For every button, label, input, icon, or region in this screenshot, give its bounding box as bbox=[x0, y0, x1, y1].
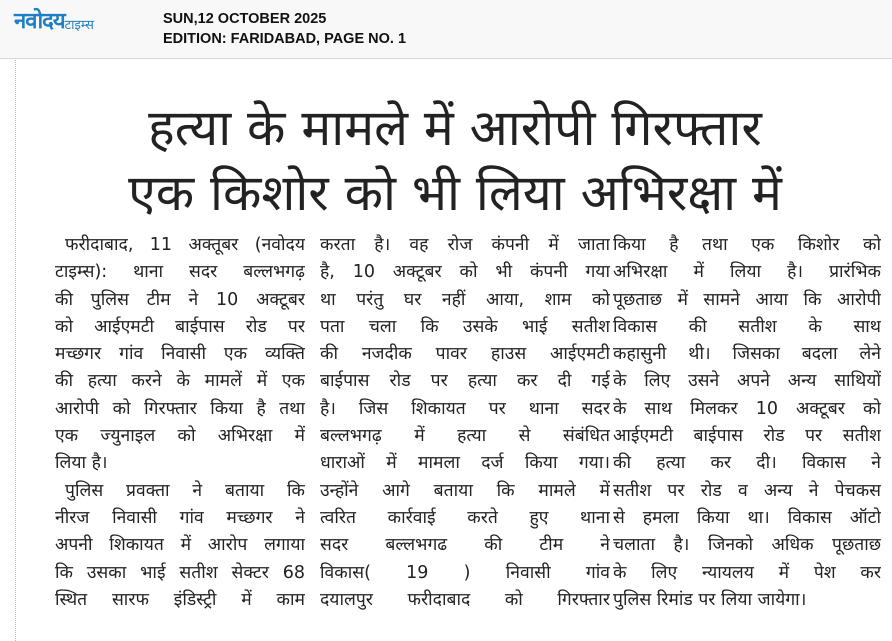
article-text-line: सदर बल्लभगढ की टीम ने bbox=[320, 535, 610, 556]
article-text-line: फरीदाबाद, 11 अक्तूबर (नवोदय bbox=[65, 235, 305, 255]
publication-date: SUN,12 OCTOBER 2025 bbox=[163, 11, 327, 27]
article-text-line: धाराओं में मामला दर्ज किया गया। bbox=[320, 453, 610, 474]
logo-main-text: नवोदय bbox=[14, 9, 65, 34]
article-text-line: की नजदीक पावर हाउस आईएमटी bbox=[320, 344, 610, 365]
headline-line-2: एक किशोर को भी लिया अभिरक्षा में bbox=[128, 164, 782, 222]
article-text-line: बल्लभगढ़ में हत्या से संबंधित bbox=[320, 426, 610, 447]
article-text-line: की पुलिस टीम ने 10 अक्टूबर bbox=[55, 289, 305, 310]
newspaper-logo bbox=[14, 11, 94, 33]
edition-page: EDITION: FARIDABAD, PAGE NO. 1 bbox=[163, 31, 407, 47]
article-text-line: से हमला किया था। विकास ऑटो bbox=[613, 507, 881, 528]
article-text-line: विकास( 19 ) निवासी गांव bbox=[320, 562, 610, 583]
article-text-line: अभिरक्षा में लिया है। प्रारंभिक bbox=[613, 262, 881, 283]
article-text-line: स्थित सारफ इंडिस्ट्री में काम bbox=[55, 589, 305, 610]
article-text-line: एक ज्युनाइल को अभिरक्षा में bbox=[55, 426, 305, 447]
article-column-1 bbox=[55, 232, 305, 614]
article-text-line: उन्होंने आगे बताया कि मामले में bbox=[320, 480, 610, 501]
article-column-2 bbox=[320, 232, 610, 614]
headline-line-1: हत्या के मामले में आरोपी गिरफ्तार bbox=[148, 99, 762, 157]
article-text-line: पुलिस प्रवक्ता ने बताया कि bbox=[65, 480, 305, 501]
article-text-line: विकास की सतीश के साथ bbox=[613, 316, 881, 337]
article-column-3 bbox=[613, 232, 881, 614]
article-text-line: दयालपुर फरीदाबाद को गिरफ्तार bbox=[320, 589, 610, 610]
article-text-line: करता है। वह रोज कंपनी में जाता bbox=[320, 235, 610, 255]
article-text-line: चलाता है। जिनको अधिक पूछताछ bbox=[613, 535, 881, 556]
clipping-edge-divider bbox=[15, 60, 16, 641]
article-text-line: बाईपास रोड पर हत्या कर दी गई bbox=[320, 371, 610, 392]
article-text-line: त्वरित कार्रवाई करते हुए थाना bbox=[320, 507, 610, 528]
article-text-line: अपनी शिकायत में आरोप लगाया bbox=[55, 535, 305, 556]
article-text-line: आरोपी को गिरफ्तार किया है तथा bbox=[55, 398, 305, 419]
article-text-line: पुलिस रिमांड पर लिया जायेगा। bbox=[613, 589, 807, 610]
article-text-line: नीरज निवासी गांव मच्छगर ने bbox=[55, 507, 305, 528]
article-text-line: है, 10 अक्टूबर को भी कंपनी गया bbox=[320, 262, 610, 283]
article-text-line: के लिए उसने अपने अन्य साथियों bbox=[613, 371, 881, 392]
masthead-bar bbox=[0, 0, 892, 59]
article-text-line: की हत्या करने के मामलें में एक bbox=[55, 371, 305, 392]
edition-info bbox=[163, 9, 406, 49]
article-text-line: के लिए न्यायलय में पेश कर bbox=[613, 562, 881, 583]
article-text-line: कि उसका भाई सतीश सेक्टर 68 bbox=[55, 562, 305, 583]
article-text-line: आईएमटी बाईपास रोड पर सतीश bbox=[613, 426, 881, 447]
article-text-line: पता चला कि उसके भाई सतीश bbox=[320, 316, 610, 337]
article-text-line: की हत्या कर दी। विकास ने bbox=[613, 453, 881, 474]
article-text-line: के साथ मिलकर 10 अक्टूबर को bbox=[613, 398, 881, 419]
article-text-line: सतीश पर रोड व अन्य ने पेचकस bbox=[613, 480, 881, 501]
article-text-line: टाइम्स): थाना सदर बल्लभगढ़ bbox=[55, 262, 305, 283]
article-text-line: लिया है। bbox=[55, 453, 108, 474]
article-text-line: था परंतु घर नहीं आया, शाम को bbox=[320, 289, 610, 310]
article-text-line: को आईएमटी बाईपास रोड पर bbox=[55, 316, 305, 337]
article-text-line: पूछताछ में सामने आया कि आरोपी bbox=[613, 289, 881, 310]
logo-sub-text: टाइम्स bbox=[64, 18, 94, 33]
article-text-line: है। जिस शिकायत पर थाना सदर bbox=[320, 398, 610, 419]
article-text-line: मच्छगर गांव निवासी एक व्यक्ति bbox=[55, 344, 305, 365]
article-text-line: कहासुनी थी। जिसका बदला लेने bbox=[613, 344, 881, 365]
article-text-line: किया है तथा एक किशोर को bbox=[613, 235, 881, 255]
